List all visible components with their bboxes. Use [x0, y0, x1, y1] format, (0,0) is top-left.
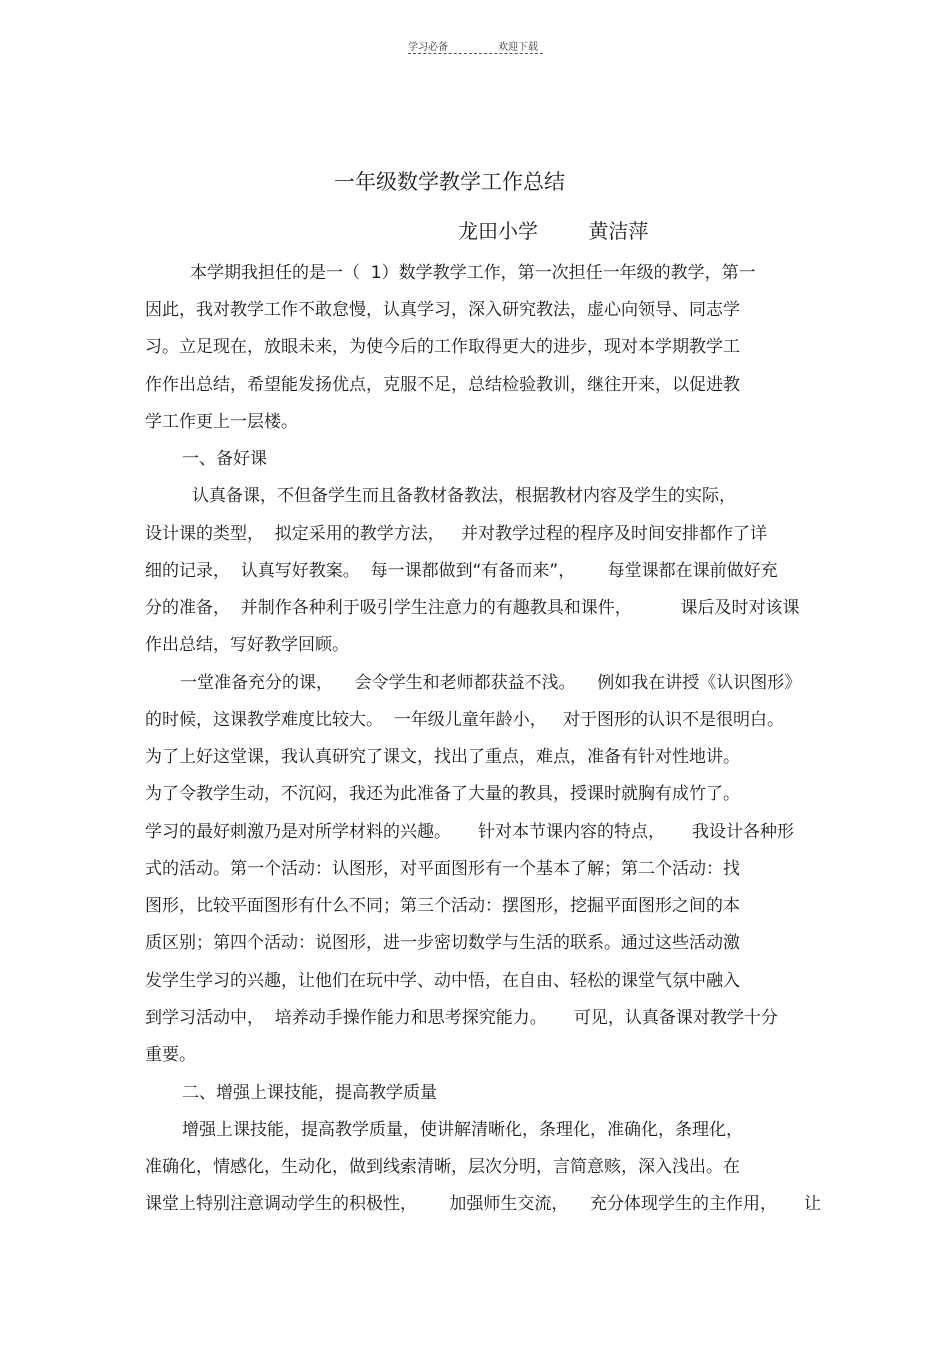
body-line: 作出总结，写好教学回顾。	[145, 635, 349, 655]
body-line: 习。立足现在，放眼未来，为使今后的工作取得更大的进步，现对本学期教学工	[145, 337, 740, 357]
body-line: 认真备课，不但备学生而且备教材备教法，根据教材内容及学生的实际，	[192, 486, 736, 506]
body-line: 质区别；第四个活动：说图形，进一步密切数学与生活的联系。通过这些活动激	[145, 933, 740, 953]
school-name: 龙田小学	[458, 219, 538, 243]
body-line: 学习的最好刺激乃是对所学材料的兴趣。 针对本节课内容的特点， 我设计各种形	[145, 822, 795, 842]
body-line: 重要。	[145, 1045, 196, 1065]
body-line: 为了上好这堂课，我认真研究了课文，找出了重点，难点，准备有针对性地讲。	[145, 747, 740, 767]
body-line: 分的准备， 并制作各种利于吸引学生注意力的有趣教具和课件， 课后及时对该课	[145, 598, 800, 618]
section-heading: 一、备好课	[182, 449, 267, 469]
body-line: 图形，比较平面图形有什么不同；第三个活动：摆图形，挖掘平面图形之间的本	[145, 896, 740, 916]
body-line: 细的记录， 认真写好教案。 每一课都做到“有备而来”， 每堂课都在课前做好充	[145, 561, 778, 581]
body-line: 到学习活动中， 培养动手操作能力和思考探究能力。 可见，认真备课对教学十分	[145, 1008, 778, 1028]
body-line: 式的活动。第一个活动：认图形，对平面图形有一个基本了解；第二个活动：找	[145, 859, 740, 879]
body-line: 发学生学习的兴趣，让他们在玩中学、动中悟，在自由、轻松的课堂气氛中融入	[145, 971, 740, 991]
body-line: 为了令教学生动，不沉闷，我还为此准备了大量的教具，授课时就胸有成竹了。	[145, 784, 740, 804]
header-right-text: 欢迎下载	[498, 42, 538, 53]
author-name: 黄洁萍	[588, 219, 649, 243]
section-heading: 二、增强上课技能，提高教学质量	[182, 1083, 437, 1103]
body-line: 课堂上特别注意调动学生的积极性， 加强师生交流， 充分体现学生的主作用， 让	[145, 1194, 822, 1214]
body-line: 准确化，情感化，生动化，做到线索清晰，层次分明，言简意赅，深入浅出。在	[145, 1157, 740, 1177]
body-line: 设计课的类型， 拟定采用的教学方法， 并对教学过程的程序及时间安排都作了详	[145, 524, 768, 544]
document-title: 一年级数学教学工作总结	[334, 170, 565, 194]
body-line: 一堂准备充分的课， 会令学生和老师都获益不浅。 例如我在讲授《认识图形》	[180, 673, 802, 693]
body-line: 的时候，这课教学难度比较大。 一年级儿童年龄小， 对于图形的认识不是很明白。	[145, 710, 785, 730]
header-left-text: 学习必备	[408, 42, 448, 53]
body-line: 本学期我担任的是一（ 1）数学教学工作，第一次担任一年级的教学，第一	[190, 263, 756, 283]
body-line: 学工作更上一层楼。	[145, 412, 298, 432]
body-line: 作作出总结，希望能发扬优点，克服不足，总结检验教训，继往开来，以促进教	[145, 375, 740, 395]
body-line: 增强上课技能，提高教学质量，使讲解清晰化，条理化，准确化，条理化，	[182, 1120, 743, 1140]
body-line: 因此，我对教学工作不敢怠慢，认真学习，深入研究教法，虚心向领导、同志学	[145, 300, 740, 320]
